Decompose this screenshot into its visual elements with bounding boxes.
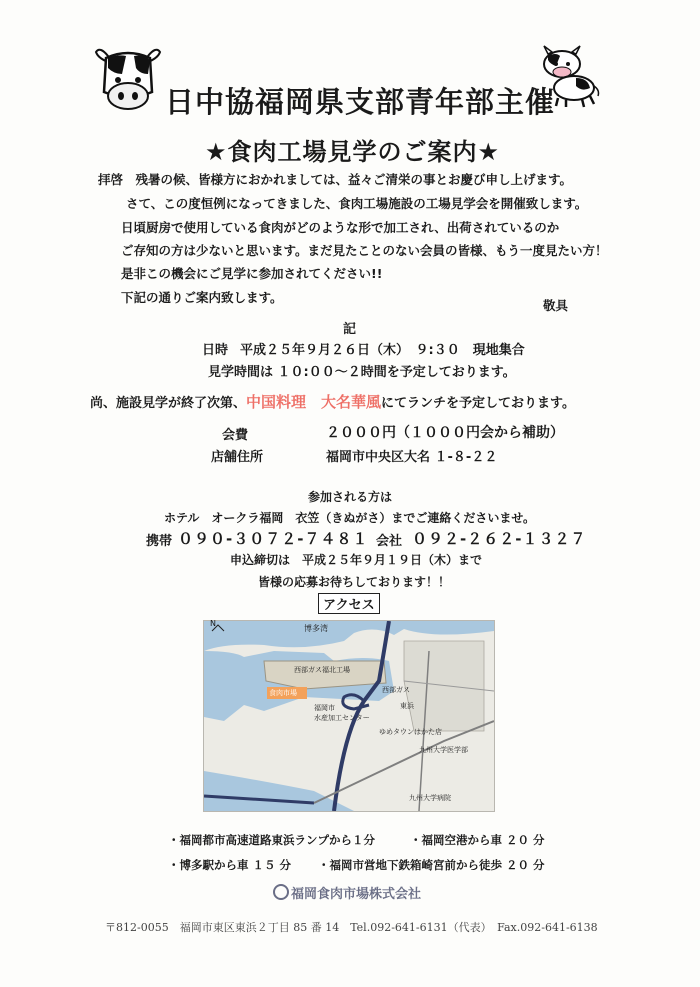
letter-closing: 敬具	[543, 298, 569, 313]
letter-line-5: 是非この機会にご見学に参加されてください!!	[121, 266, 383, 281]
date-value: 平成２５年９月２６日（木） ９:３０ 現地集合	[240, 343, 525, 358]
map-north: N	[210, 619, 216, 628]
map-label-hosp: 九州大学病院	[409, 794, 451, 802]
direction-station: ・博多駅から車 １５ 分	[168, 858, 292, 872]
event-subtitle: ★食肉工場見学のご案内★	[205, 138, 501, 166]
map-label-bay: 博多湾	[304, 624, 328, 633]
restaurant-name: 中国料理 大名華風	[246, 393, 382, 411]
map-label-market: 食肉市場	[269, 689, 297, 697]
fee-label: 会費	[222, 428, 249, 443]
closing-message: 皆様の応募お待ちしております！！	[258, 575, 451, 589]
letter-line-1: 拝啓 残暑の候、皆様方におかれましては、益々ご清栄の事とお慶び申し上げます。	[98, 172, 573, 187]
contact-intro: 参加される方は	[308, 490, 393, 504]
map-label-gas: 西部ガス福北工場	[294, 666, 350, 674]
lunch-pre: 尚、施設見学が終了次第、	[90, 396, 247, 411]
letter-line-2: さて、この度恒例になってきました、食肉工場施設の工場見学会を開催致します。	[126, 196, 588, 211]
footer-address: 〒812-0055 福岡市東区東浜２丁目 85 番 14 Tel.092-641-6131（代表） Fax.092-641-6138	[105, 921, 598, 934]
direction-airport: ・福岡空港から車 ２０ 分	[410, 833, 545, 847]
map-label-kyushu: 九州大学医学部	[419, 746, 468, 754]
map-label-east: 東浜	[400, 702, 414, 710]
address-label: 店舗住所	[211, 450, 264, 465]
access-map	[203, 620, 495, 812]
office-label: 会社	[376, 534, 403, 549]
address-value: 福岡市中央区大名 １-８-２２	[326, 450, 498, 465]
letter-line-4: ご存知の方は少ないと思います。まだ見たことのない会員の皆様、もう一度見たい方！	[121, 243, 608, 258]
mobile-label: 携帯	[146, 534, 173, 549]
letter-line-3: 日頃厨房で使用している食肉がどのような形で加工され、出荷されているのか	[121, 220, 560, 235]
mobile-number: ０９０-３０７２-７４８１	[178, 530, 369, 548]
direction-subway: ・福岡市営地下鉄箱崎宮前から徒歩 ２０ 分	[318, 858, 545, 872]
office-number: ０９２-２６２-１３２７	[412, 530, 587, 548]
access-heading: アクセス	[318, 593, 380, 614]
hotel-contact: ホテル オークラ福岡 衣笠（きぬがさ）までご連絡くださいませ。	[164, 511, 536, 525]
fee-value: ２０００円（１０００円会から補助）	[326, 425, 564, 441]
visit-duration: 見学時間は １０:００～２時間を予定しております。	[208, 365, 516, 380]
map-label-gas2: 西部ガス	[382, 686, 410, 694]
date-label: 日時	[202, 343, 229, 358]
map-label-yume: ゆめタウンはかた店	[379, 728, 442, 736]
direction-ramp: ・福岡都市高速道路東浜ランプから１分	[168, 833, 375, 847]
deadline: 申込締切は 平成２５年９月１９日（木）まで	[230, 553, 483, 567]
map-label-center: 福岡市 水産加工センター	[314, 704, 370, 722]
lunch-line	[90, 391, 575, 412]
event-organizer-title: 日中協福岡県支部青年部主催	[165, 85, 556, 119]
lunch-post: にてランチを予定しております。	[381, 396, 575, 411]
company-name	[273, 883, 421, 902]
cow-illustration-left	[92, 44, 164, 114]
company-logo-icon	[273, 884, 289, 900]
ki-heading: 記	[343, 322, 357, 337]
company-name-text: 福岡食肉市場株式会社	[291, 887, 422, 902]
letter-line-6: 下記の通りご案内致します。	[121, 290, 283, 305]
